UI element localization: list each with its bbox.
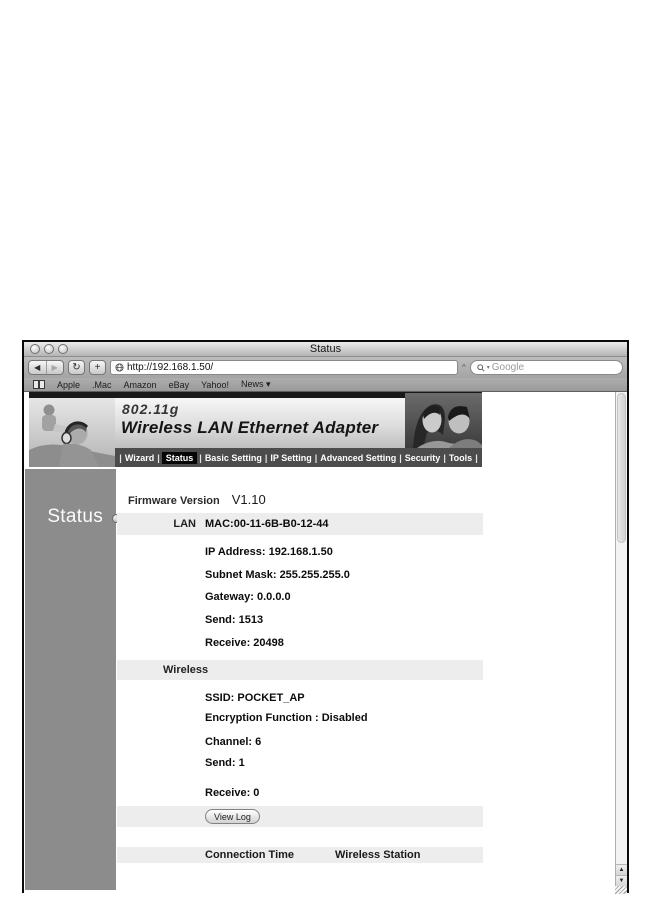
page-content <box>24 392 615 894</box>
title-bar <box>24 342 627 357</box>
wireless-channel: Channel: 6 <box>205 736 262 748</box>
globe-icon <box>115 363 124 372</box>
status-sidebar <box>25 469 116 890</box>
history-buttons <box>28 360 64 375</box>
nav-tools[interactable]: Tools <box>448 452 473 463</box>
wireless-section-header <box>117 660 483 680</box>
address-input[interactable] <box>110 360 458 375</box>
sidebar-status-text: Status <box>47 506 103 527</box>
header-photo-left <box>29 398 115 467</box>
firmware-value: V1.10 <box>231 492 266 507</box>
scroll-down-arrow-icon[interactable]: ▼ <box>616 875 627 886</box>
wireless-ssid: SSID: POCKET_AP <box>205 692 305 704</box>
view-log-band <box>117 806 483 827</box>
lan-subnet-mask: Subnet Mask: 255.255.255.0 <box>205 569 350 581</box>
bookmarks-bar <box>24 378 627 392</box>
lan-gateway: Gateway: 0.0.0.0 <box>205 591 291 603</box>
wireless-encryption: Encryption Function : Disabled <box>205 712 368 724</box>
wireless-receive-count: Receive: 0 <box>205 787 260 799</box>
search-icon <box>477 364 485 372</box>
firmware-label: Firmware Version <box>128 495 220 507</box>
bookmark-ebay[interactable]: eBay <box>168 379 190 390</box>
scroll-up-arrow-icon[interactable]: ▲ <box>616 864 627 875</box>
lan-send-count: Send: 1513 <box>205 614 264 626</box>
browser-window <box>22 340 629 893</box>
vertical-scrollbar[interactable] <box>615 392 627 894</box>
bookmark-yahoo[interactable]: Yahoo! <box>201 379 229 390</box>
back-button[interactable]: ◀ <box>34 363 41 372</box>
lan-section-header <box>117 513 483 535</box>
search-options-caret-icon: ▾ <box>486 365 490 371</box>
browser-toolbar <box>24 357 627 378</box>
bookmark-amazon[interactable]: Amazon <box>123 379 157 390</box>
search-placeholder-text: Google <box>491 362 525 373</box>
forward-button[interactable]: ▶ <box>46 361 64 374</box>
lan-ip-address: IP Address: 192.168.1.50 <box>205 546 333 558</box>
station-table-header <box>117 847 483 863</box>
nav-basic-setting[interactable]: Basic Setting <box>204 452 262 463</box>
bookmark-dotmac[interactable]: .Mac <box>92 379 112 390</box>
status-content <box>117 392 483 894</box>
sidebar-status-label <box>25 506 116 528</box>
bookmarks-book-icon[interactable] <box>33 380 45 389</box>
nav-ip-setting[interactable]: IP Setting <box>270 452 312 463</box>
header-photo-right <box>405 393 482 448</box>
bookmark-news-menu[interactable]: News ▾ <box>240 379 271 389</box>
nav-status[interactable]: Status <box>162 452 198 464</box>
nav-security[interactable]: Security <box>404 452 441 463</box>
connection-time-column: Connection Time <box>205 849 295 861</box>
bookmark-apple[interactable]: Apple <box>57 379 81 390</box>
wireless-label: Wireless <box>163 664 209 676</box>
address-url-text: http://192.168.1.50/ <box>127 362 214 373</box>
lan-mac-address: MAC:00-11-6B-B0-12-44 <box>205 518 329 530</box>
view-log-button[interactable]: View Log <box>205 809 260 824</box>
window-resize-grip[interactable] <box>615 886 627 894</box>
product-title: Wireless LAN Ethernet Adapter <box>121 418 379 437</box>
reload-button[interactable]: ↻ <box>68 360 85 375</box>
firmware-row <box>128 492 266 507</box>
scrollbar-arrows <box>616 864 627 886</box>
lan-label: LAN <box>173 518 196 530</box>
add-bookmark-button[interactable]: + <box>89 360 106 375</box>
wireless-send-count: Send: 1 <box>205 757 245 769</box>
search-input[interactable] <box>470 360 623 375</box>
window-title: Status <box>309 343 342 355</box>
scrollbar-thumb[interactable] <box>617 393 626 543</box>
brand-logo-802-11g: 802.11g <box>122 401 180 417</box>
wireless-station-column: Wireless Station <box>335 849 421 861</box>
lan-receive-count: Receive: 20498 <box>205 637 284 649</box>
nav-wizard[interactable]: Wizard <box>124 452 155 463</box>
snapback-marker: ^ <box>462 362 466 372</box>
web-page <box>24 392 627 894</box>
nav-advanced-setting[interactable]: Advanced Setting <box>320 452 397 463</box>
